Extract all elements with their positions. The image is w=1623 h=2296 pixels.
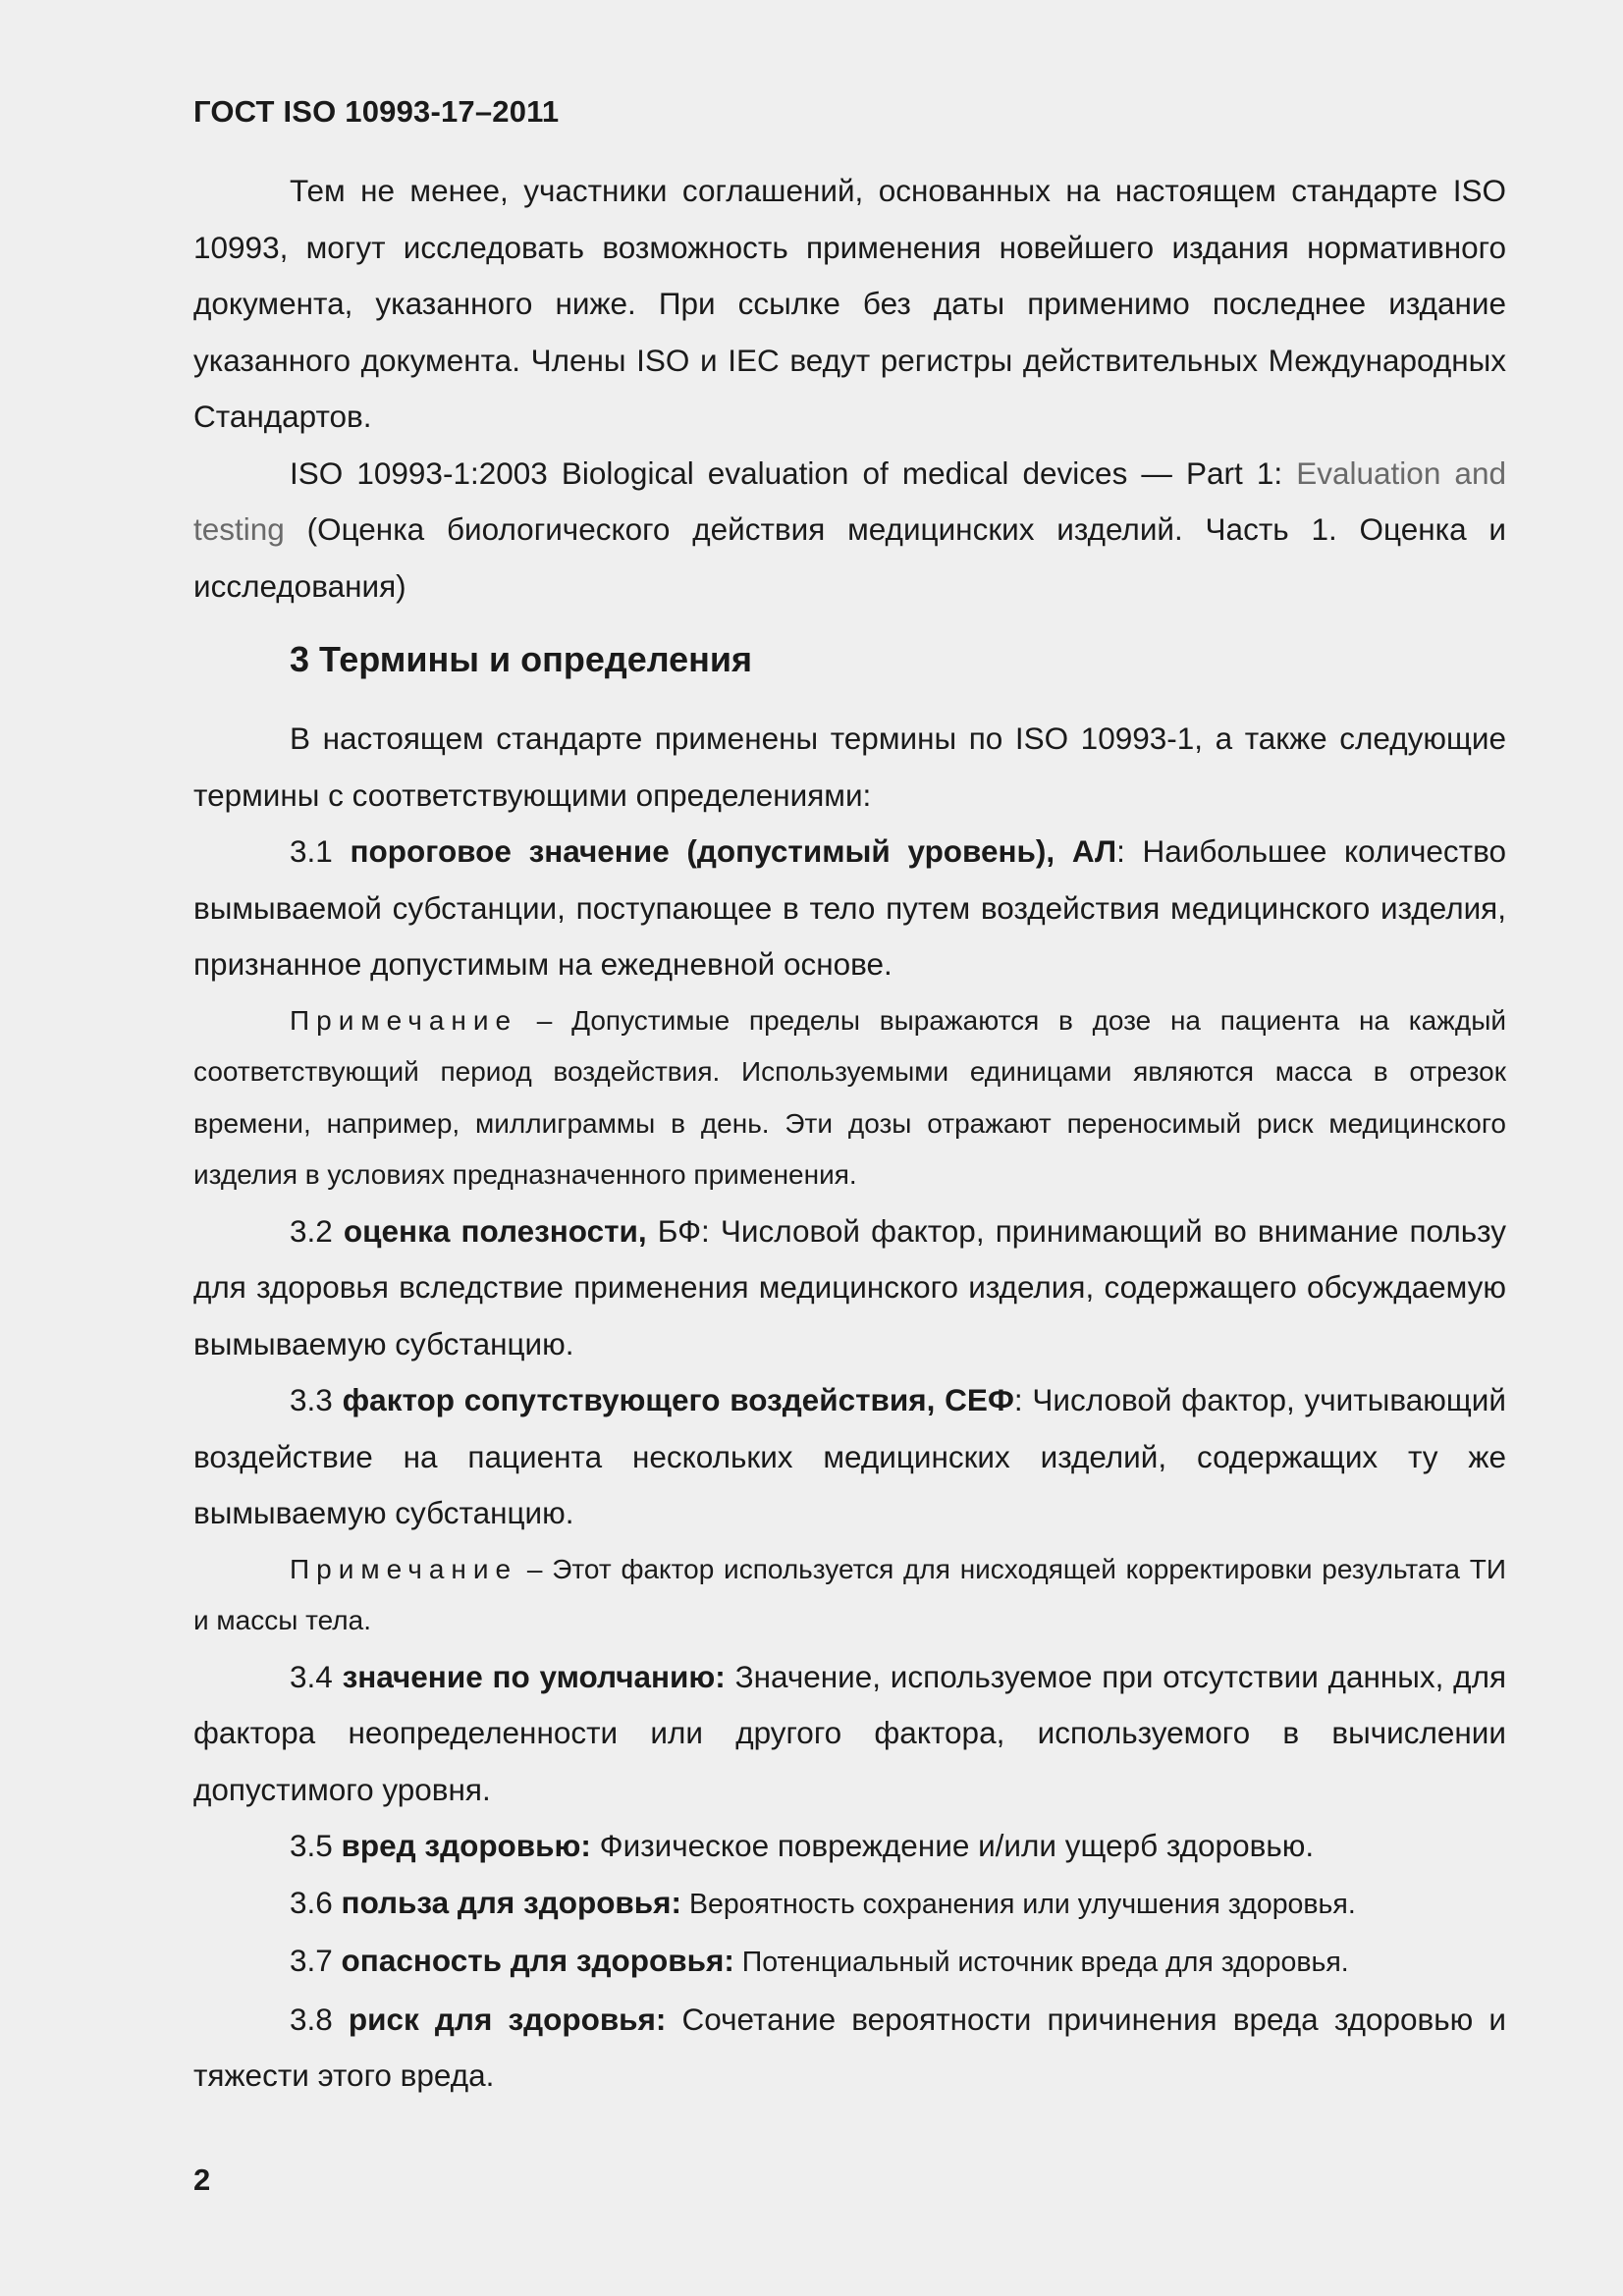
term-definition: Вероятность сохранения или улучшения здоровья. <box>681 1888 1356 1920</box>
term-name: польза для здоровья: <box>341 1884 682 1920</box>
term-3-7 <box>193 1933 1506 1992</box>
term-definition: Физическое повреждение и/или ущерб здоровью. <box>590 1828 1315 1863</box>
term-number: 3.8 <box>290 2001 349 2037</box>
page-number: 2 <box>193 2163 211 2197</box>
term-3-8 <box>193 1992 1506 2105</box>
term-name: фактор сопутствующего воздействия, СЕФ <box>342 1382 1014 1417</box>
term-definition: : Наибольшее количество вымываемой субстанции, поступающее в тело путем воздействия медицинского изделия, признанное допустимым на ежедневной основе. <box>193 833 1506 982</box>
term-name: пороговое значение (допустимый уровень), АЛ <box>350 833 1117 869</box>
note-label: Примечание <box>290 1004 518 1036</box>
term-definition: БФ: Числовой фактор, принимающий во внимание пользу для здоровья вследствие применения медицинского изделия, содержащего обсуждаемую вымываемую субстанцию. <box>193 1212 1506 1362</box>
term-3-6 <box>193 1875 1506 1934</box>
term-number: 3.2 <box>290 1212 344 1249</box>
intro-paragraph: Тем не менее, участники соглашений, основанных на настоящем стандарте ISO 10993, могут исследовать возможность применения новейшего издания нормативного документа, указанного ниже. При ссылке без даты применимо последнее издание указанного документа. Члены ISO и IEC ведут регистры действительных Международных Стандартов. <box>193 173 1506 434</box>
term-definition: : Числовой фактор, учитывающий воздействие на пациента нескольких медицинских изделий, содержащих ту же вымываемую субстанцию. <box>193 1382 1506 1530</box>
term-3-5 <box>193 1818 1506 1875</box>
term-name: значение по умолчанию: <box>342 1658 726 1694</box>
section-heading: 3 Термины и определения <box>290 639 753 679</box>
reference-title: Evaluation and testing <box>193 454 1506 547</box>
term-name: риск для здоровья: <box>348 2001 667 2037</box>
term-name: опасность для здоровья: <box>341 1943 734 1978</box>
term-number: 3.5 <box>290 1828 342 1863</box>
reference-suffix: (Оценка биологического действия медицинских изделий. Часть 1. Оценка и исследования) <box>193 511 1506 604</box>
term-definition: Значение, используемое при отсутствии данных, для фактора неопределенности или другого фактора, используемого в вычислении допустимого уровня. <box>193 1658 1507 1807</box>
term-definition: Сочетание вероятности причинения вреда здоровью и тяжести этого вреда. <box>193 2001 1506 2093</box>
term-name: вред здоровью: <box>341 1828 591 1863</box>
page-body <box>193 163 1506 2105</box>
term-3-3 <box>193 1372 1506 1542</box>
note-label: Примечание <box>290 1553 518 1584</box>
term-3-2 <box>193 1203 1506 1373</box>
reference-prefix: ISO 10993-1:2003 Biological evaluation of medical devices — Part 1: <box>290 454 1297 491</box>
normative-reference <box>193 446 1506 615</box>
term-number: 3.4 <box>290 1658 343 1694</box>
term-number: 3.1 <box>290 833 351 869</box>
note-text: – Этот фактор используется для нисходящей корректировки результата ТИ и массы тела. <box>193 1553 1506 1635</box>
term-3-1 <box>193 824 1506 993</box>
term-number: 3.6 <box>290 1884 342 1920</box>
note-2 <box>193 1544 1506 1647</box>
term-definition: Потенциальный источник вреда для здоровья. <box>733 1947 1349 1978</box>
term-number: 3.7 <box>290 1943 342 1978</box>
term-number: 3.3 <box>290 1382 343 1417</box>
section-intro: В настоящем стандарте применены термины по ISO 10993-1, а также следующие термины с соответствующими определениями: <box>193 721 1506 813</box>
term-name: оценка полезности, <box>343 1212 647 1249</box>
note-text: – Допустимые пределы выражаются в дозе на пациента на каждый соответствующий период воздействия. Используемыми единицами являются масса в отрезок времени, например, миллиграммы в день. Эти дозы отражают переносимый риск медицинского изделия в условиях предназначенного применения. <box>193 1004 1506 1190</box>
term-3-4 <box>193 1649 1506 1819</box>
note-1 <box>193 995 1506 1201</box>
document-header: ГОСТ ISO 10993-17–2011 <box>193 94 560 129</box>
